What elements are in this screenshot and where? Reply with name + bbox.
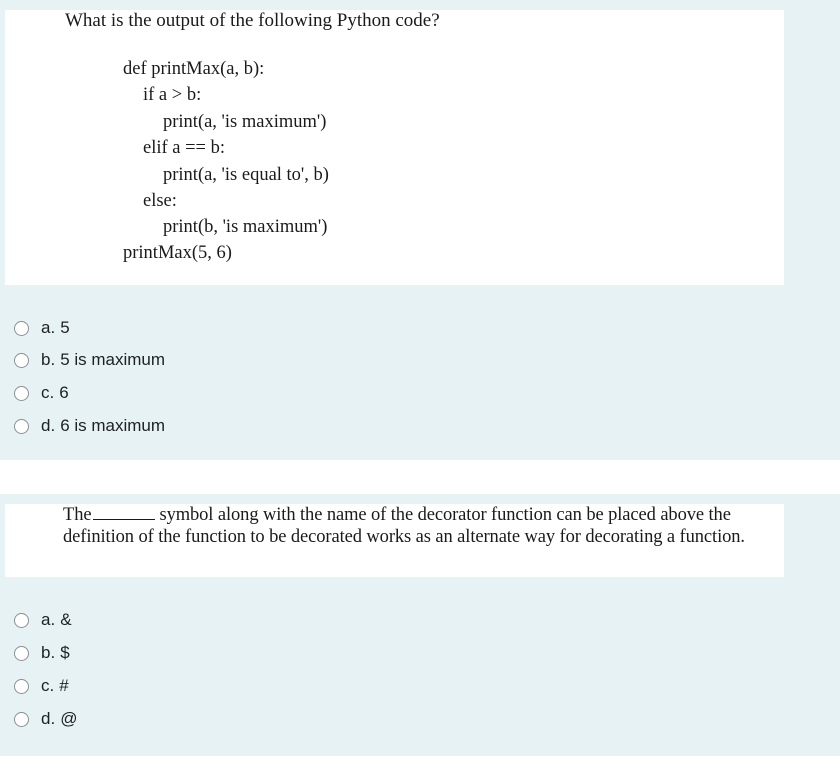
code-line-2: if a > b:: [143, 85, 202, 105]
option-letter: b.: [41, 350, 56, 369]
option-text: &: [60, 610, 72, 629]
radio-button[interactable]: [14, 712, 29, 727]
option-text: #: [59, 676, 69, 695]
option-b[interactable]: [14, 348, 165, 372]
option-letter: d.: [41, 416, 56, 435]
option-b[interactable]: [14, 641, 70, 665]
option-a[interactable]: [14, 316, 70, 340]
radio-button[interactable]: [14, 419, 29, 434]
option-text: $: [60, 643, 70, 662]
question-2-text: [5, 504, 784, 577]
radio-button[interactable]: [14, 613, 29, 628]
fill-blank: [93, 505, 155, 520]
prompt-end: symbol along with the name of the decorator function can be placed above the definition of the function to be decorated works as an alternate way for decorating a function.: [63, 505, 745, 547]
radio-button[interactable]: [14, 353, 29, 368]
option-c[interactable]: [14, 674, 69, 698]
question-divider: [0, 460, 840, 494]
option-text: 5: [60, 318, 70, 337]
option-letter: c.: [41, 383, 55, 402]
question-1-prompt: What is the output of the following Python code?: [65, 10, 440, 31]
option-text: @: [60, 709, 78, 728]
code-line-7: print(b, 'is maximum'): [163, 217, 328, 237]
option-c[interactable]: [14, 381, 69, 405]
radio-button[interactable]: [14, 386, 29, 401]
page-bottom-divider: [0, 756, 840, 768]
code-line-5: print(a, 'is equal to', b): [163, 165, 329, 185]
radio-button[interactable]: [14, 646, 29, 661]
option-d[interactable]: [14, 707, 77, 731]
code-line-6: else:: [143, 191, 177, 211]
option-a[interactable]: [14, 608, 72, 632]
code-line-3: print(a, 'is maximum'): [163, 112, 327, 132]
option-text: 6 is maximum: [60, 416, 166, 435]
option-letter: a.: [41, 318, 56, 337]
code-line-1: def printMax(a, b):: [123, 59, 265, 79]
option-letter: c.: [41, 676, 55, 695]
code-line-4: elif a == b:: [143, 138, 225, 158]
prompt-start: The: [63, 505, 92, 525]
question-2: [0, 494, 840, 756]
option-text: 6: [59, 383, 69, 402]
code-line-8: printMax(5, 6): [123, 243, 232, 263]
option-letter: b.: [41, 643, 56, 662]
radio-button[interactable]: [14, 321, 29, 336]
option-d[interactable]: [14, 414, 165, 438]
option-letter: d.: [41, 709, 56, 728]
question-2-prompt: [63, 504, 773, 548]
option-text: 5 is maximum: [60, 350, 166, 369]
option-letter: a.: [41, 610, 56, 629]
question-1-text: [5, 10, 784, 285]
radio-button[interactable]: [14, 679, 29, 694]
